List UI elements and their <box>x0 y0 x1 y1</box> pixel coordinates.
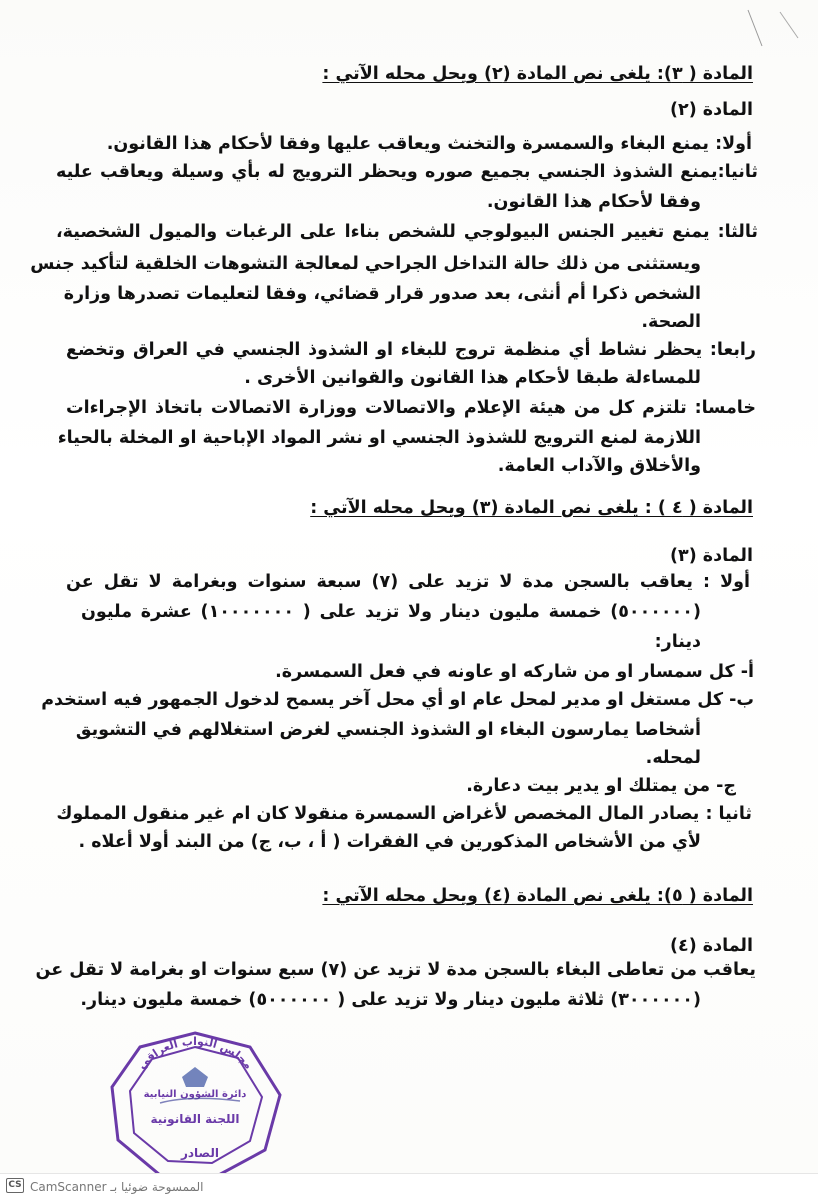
article-3-clause-2-line-2: لأي من الأشخاص المذكورين في الفقرات ( أ ، ب، ج) من البند أولا أعلاه . <box>78 832 701 852</box>
scanner-footer <box>0 1173 818 1200</box>
article-4-subheading: المادة (٤) <box>670 936 753 956</box>
article-4-text-line-2: (٣٠٠٠٠٠٠) ثلاثة مليون دينار ولا تزيد على ( ٥٠٠٠٠٠٠) خمسة مليون دينار. <box>80 990 701 1010</box>
article-2-subheading: المادة (٢) <box>670 100 753 120</box>
article-3-clause-2-line-1: ثانيا : يصادر المال المخصص لأغراض السمسرة منقولا كان ام غير منقول المملوك <box>56 804 752 824</box>
article-3-item-ba-line-3: لمحله. <box>645 748 701 768</box>
article-2-clause-5-line-2: اللازمة لمنع الترويج للشذوذ الجنسي او نشر المواد الإباحية او المخلة بالحياء <box>57 428 701 448</box>
article-2-clause-4-line-2: للمساءلة طبقا لأحكام هذا القانون والقوانين الأخرى . <box>244 368 701 388</box>
article-3-item-ba-line-1: ب‌- كل مستغل او مدير لمحل عام او أي محل آخر يسمح لدخول الجمهور فيه استخدم <box>41 690 754 710</box>
stamp-bottom-text: الصادر <box>180 1146 220 1160</box>
article-2-clause-5-line-3: والأخلاق والآداب العامة. <box>497 456 701 476</box>
article-5-heading: المادة ( ٥): يلغى نص المادة (٤) ويحل محله الآتي : <box>322 886 753 906</box>
article-2-clause-2-line-1: ثانيا:يمنع الشذوذ الجنسي بجميع صوره ويحظر الترويج له بأي وسيلة ويعاقب عليه <box>56 162 758 182</box>
article-3-subheading: المادة (٣) <box>670 546 753 566</box>
stamp-outer-text: مجلس النواب العراقي <box>135 1034 256 1072</box>
article-3-item-jim: ج‌- من يمتلك او يدير بيت دعارة. <box>466 776 736 796</box>
article-2-clause-3-line-3: الشخص ذكرا أم أنثى، بعد صدور قرار قضائي، وفقا لتعليمات تصدرها وزارة <box>63 284 701 304</box>
official-committee-stamp <box>100 1025 290 1185</box>
stamp-middle-text: دائرة الشؤون النيابية <box>143 1089 247 1100</box>
svg-text:مجلس النواب العراقي <box>135 1035 255 1072</box>
article-3-clause-1-line-1: أولا : يعاقب بالسجن مدة لا تزيد على (٧) سبعة سنوات وبغرامة لا تقل عن <box>66 572 750 592</box>
article-2-clause-3-line-1: ثالثا: يمنع تغيير الجنس البيولوجي للشخص بناءا على الرغبات والميول الشخصية، <box>56 222 758 242</box>
stamp-inner-text: اللجنة القانونية <box>150 1112 240 1126</box>
article-4-text-line-1: يعاقب من تعاطى البغاء بالسجن مدة لا تزيد عن (٧) سبع سنوات او بغرامة لا تقل عن <box>35 960 756 980</box>
article-3-clause-1-line-3: دينار: <box>654 632 701 652</box>
scan-corner-fold-mark <box>740 8 800 48</box>
article-3-heading: المادة ( ٣): يلغى نص المادة (٢) ويحل محله الآتي : <box>322 64 753 84</box>
camscanner-watermark: CamScanner الممسوحة ضوئيا بـ <box>30 1180 204 1194</box>
article-2-clause-4-line-1: رابعا: يحظر نشاط أي منظمة تروج للبغاء او الشذوذ الجنسي في العراق وتخضع <box>66 340 756 360</box>
article-2-clause-1: أولا: يمنع البغاء والسمسرة والتخنث ويعاقب عليها وفقا لأحكام هذا القانون. <box>106 134 752 154</box>
article-3-item-ba-line-2: أشخاصا يمارسون البغاء او الشذوذ الجنسي لغرض استغلالهم في التشويق <box>75 720 701 740</box>
article-3-clause-1-line-2: (٥٠٠٠٠٠٠) خمسة مليون دينار ولا تزيد على ( ١٠٠٠٠٠٠٠) عشرة مليون <box>81 602 701 622</box>
article-3-item-alef: أ‌- كل سمسار او من شاركه او عاونه في فعل السمسرة. <box>275 662 754 682</box>
emblem-icon <box>182 1067 208 1087</box>
article-4-heading: المادة ( ٤ ) : يلغى نص المادة (٣) ويحل محله الآتي : <box>310 498 753 518</box>
article-2-clause-3-line-4: الصحة. <box>641 312 701 332</box>
camscanner-logo-icon: CS <box>6 1178 24 1193</box>
article-2-clause-2-line-2: وفقا لأحكام هذا القانون. <box>486 192 701 212</box>
article-2-clause-5-line-1: خامسا: تلتزم كل من هيئة الإعلام والاتصالات ووزارة الاتصالات باتخاذ الإجراءات <box>66 398 756 418</box>
article-2-clause-3-line-2: ويستثنى من ذلك حالة التداخل الجراحي لمعالجة التشوهات الخلقية لتأكيد جنس <box>30 254 701 274</box>
